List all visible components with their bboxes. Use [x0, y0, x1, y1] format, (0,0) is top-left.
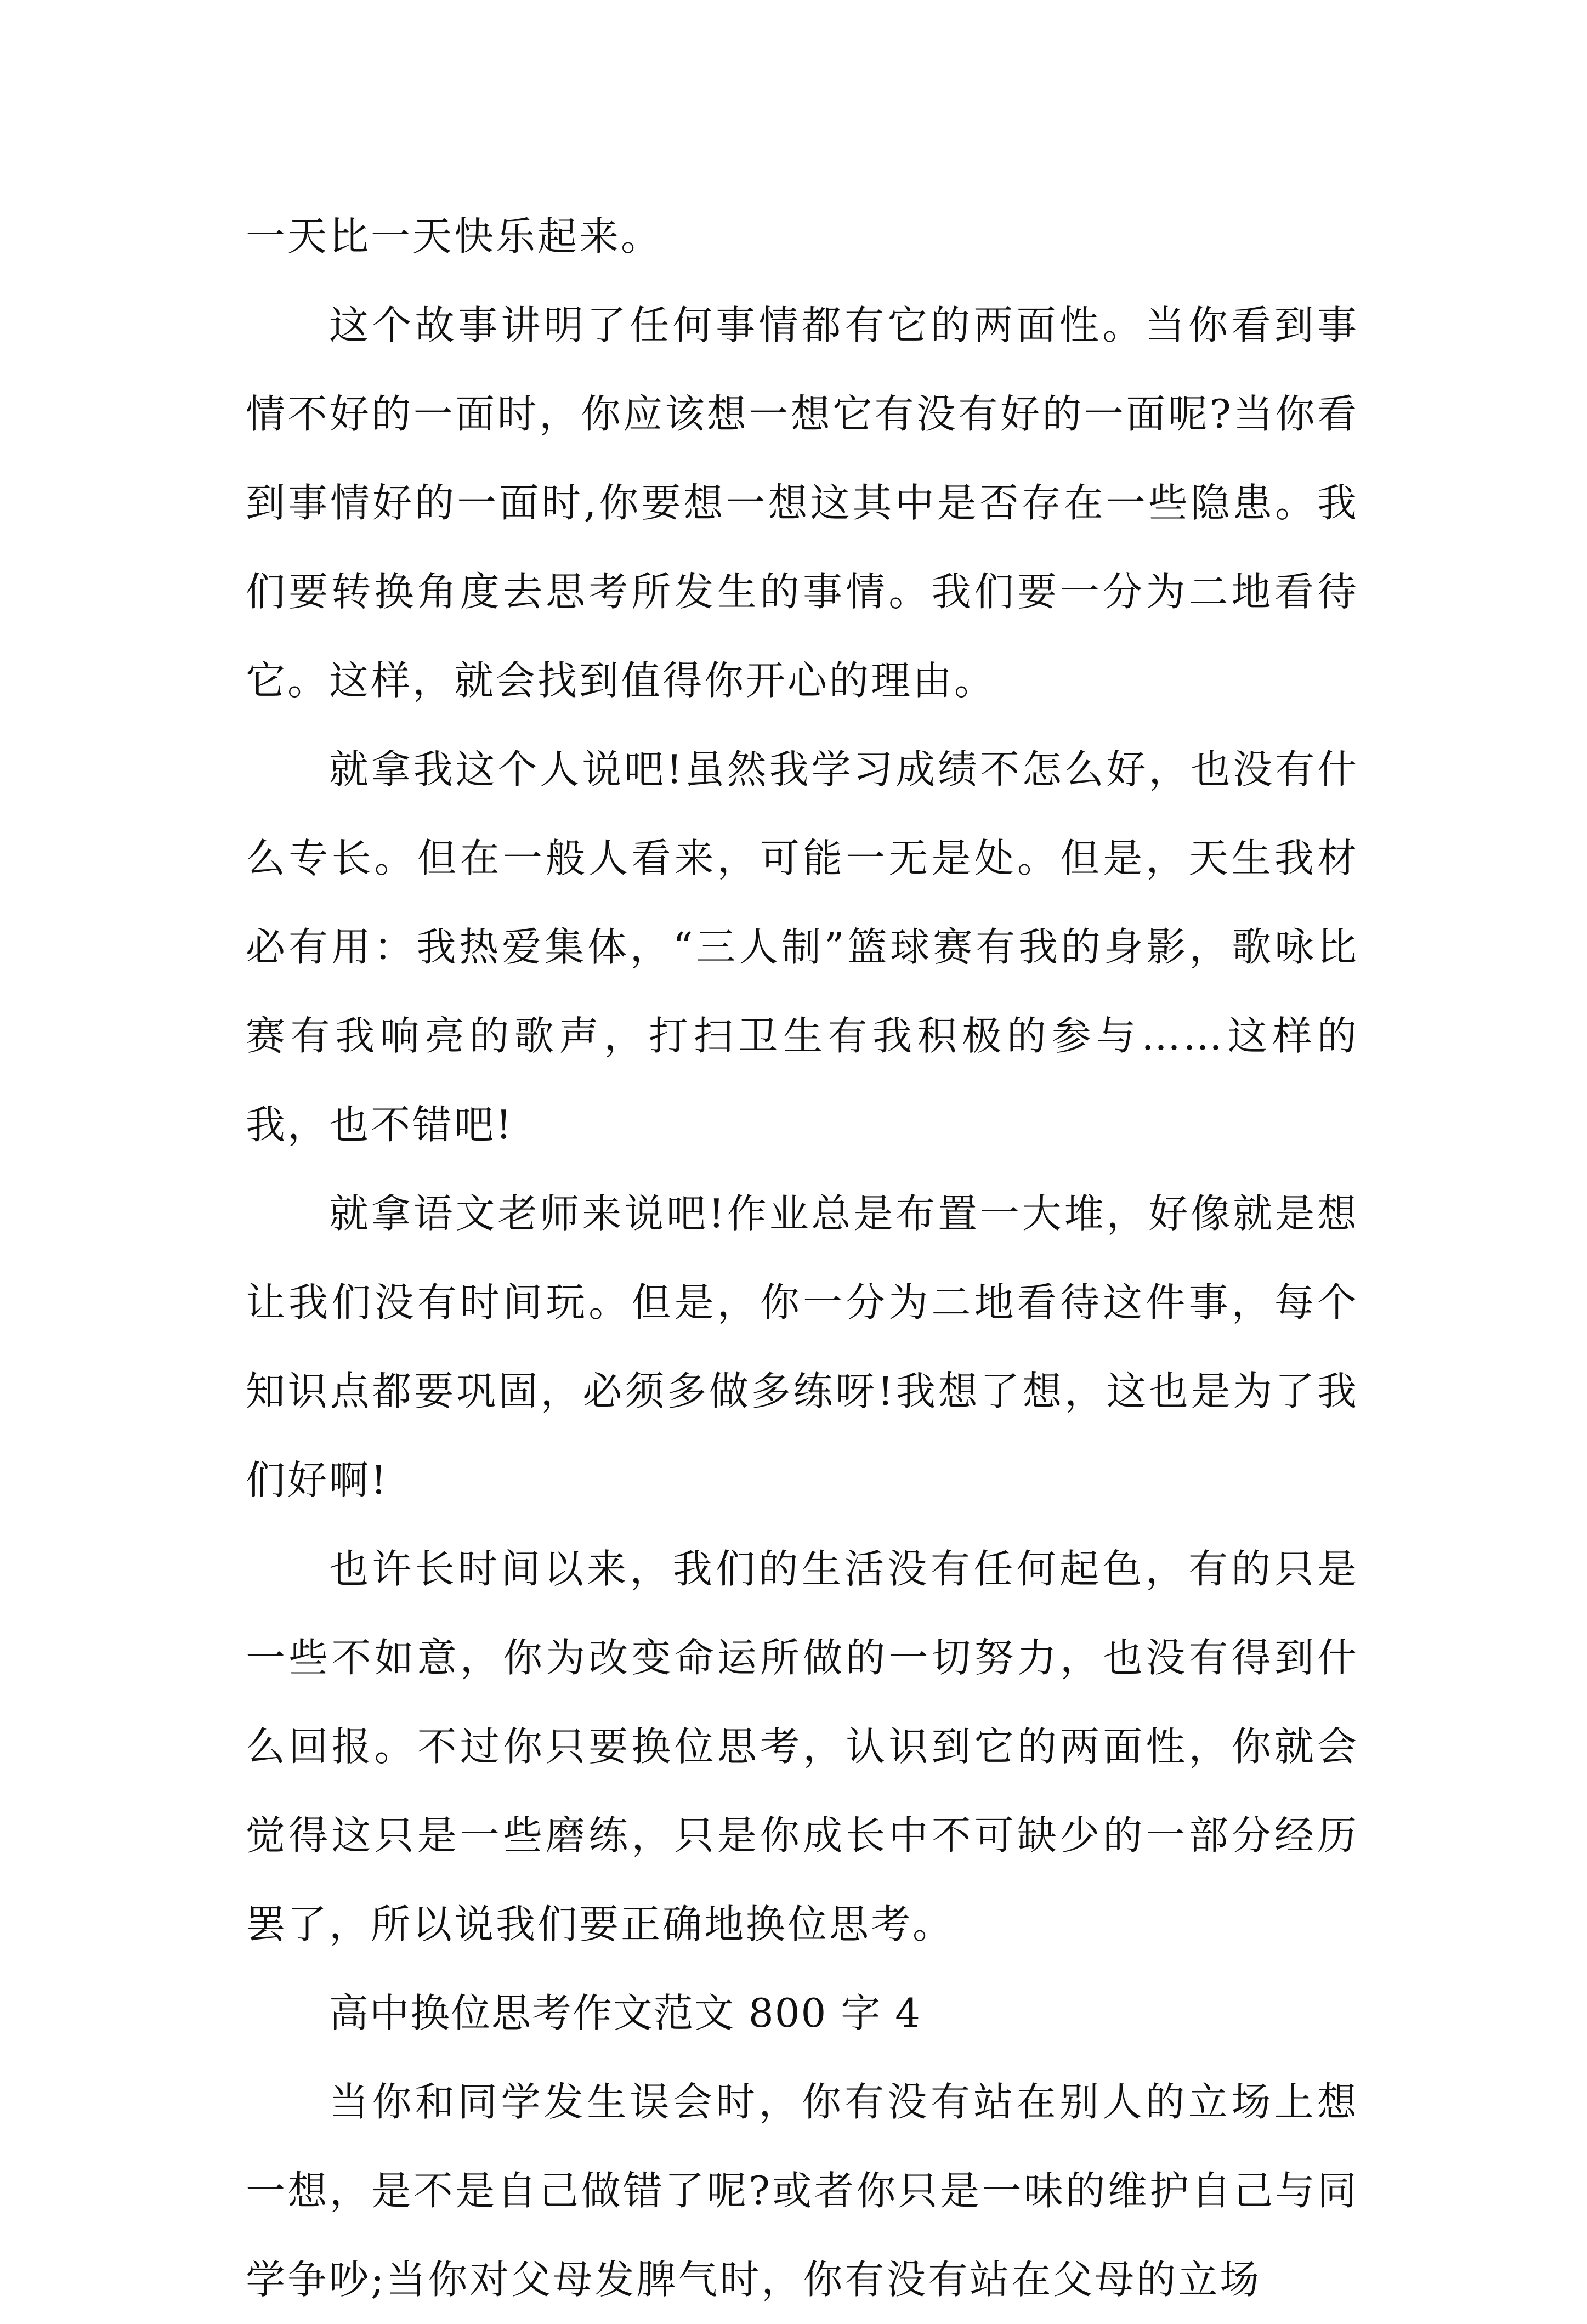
essay-heading: 高中换位思考作文范文 800 字 4	[329, 1990, 921, 2036]
paragraph-about-myself: 就拿我这个人说吧!虽然我学习成绩不怎么好，也没有什么专长。但在一般人看来，可能一无是处。但是，天生我材必有用：我热爱集体，“三人制”篮球赛有我的身影，歌咏比赛有我响亮的歌声，打扫卫生有我积极的参与……这样的我，也不错吧!	[246, 746, 1359, 1148]
paragraph-two-sides: 这个故事讲明了任何事情都有它的两面性。当你看到事情不好的一面时，你应该想一想它有没有好的一面呢?当你看到事情好的一面时,你要想一想这其中是否存在一些隐患。我们要转换角度去思考所发生的事情。我们要一分为二地看待它。这样，就会找到值得你开心的理由。	[246, 302, 1359, 704]
paragraph-life-setbacks: 也许长时间以来，我们的生活没有任何起色，有的只是一些不如意，你为改变命运所做的一切努力，也没有得到什么回报。不过你只要换位思考，认识到它的两面性，你就会觉得这只是一些磨练，只是你成长中不可缺少的一部分经历罢了，所以说我们要正确地换位思考。	[246, 1546, 1359, 1947]
paragraph-misunderstanding: 当你和同学发生误会时，你有没有站在别人的立场上想一想，是不是自己做错了呢?或者你只是一味的维护自己与同学争吵;当你对父母发脾气时，你有没有站在父母的立场	[246, 2079, 1359, 2303]
paragraph-continuation: 一天比一天快乐起来。	[246, 213, 663, 259]
document-body	[246, 192, 1359, 2324]
paragraph-chinese-teacher: 就拿语文老师来说吧!作业总是布置一大堆，好像就是想让我们没有时间玩。但是，你一分为二地看待这件事，每个知识点都要巩固，必须多做多练呀!我想了想，这也是为了我们好啊!	[246, 1191, 1359, 1503]
